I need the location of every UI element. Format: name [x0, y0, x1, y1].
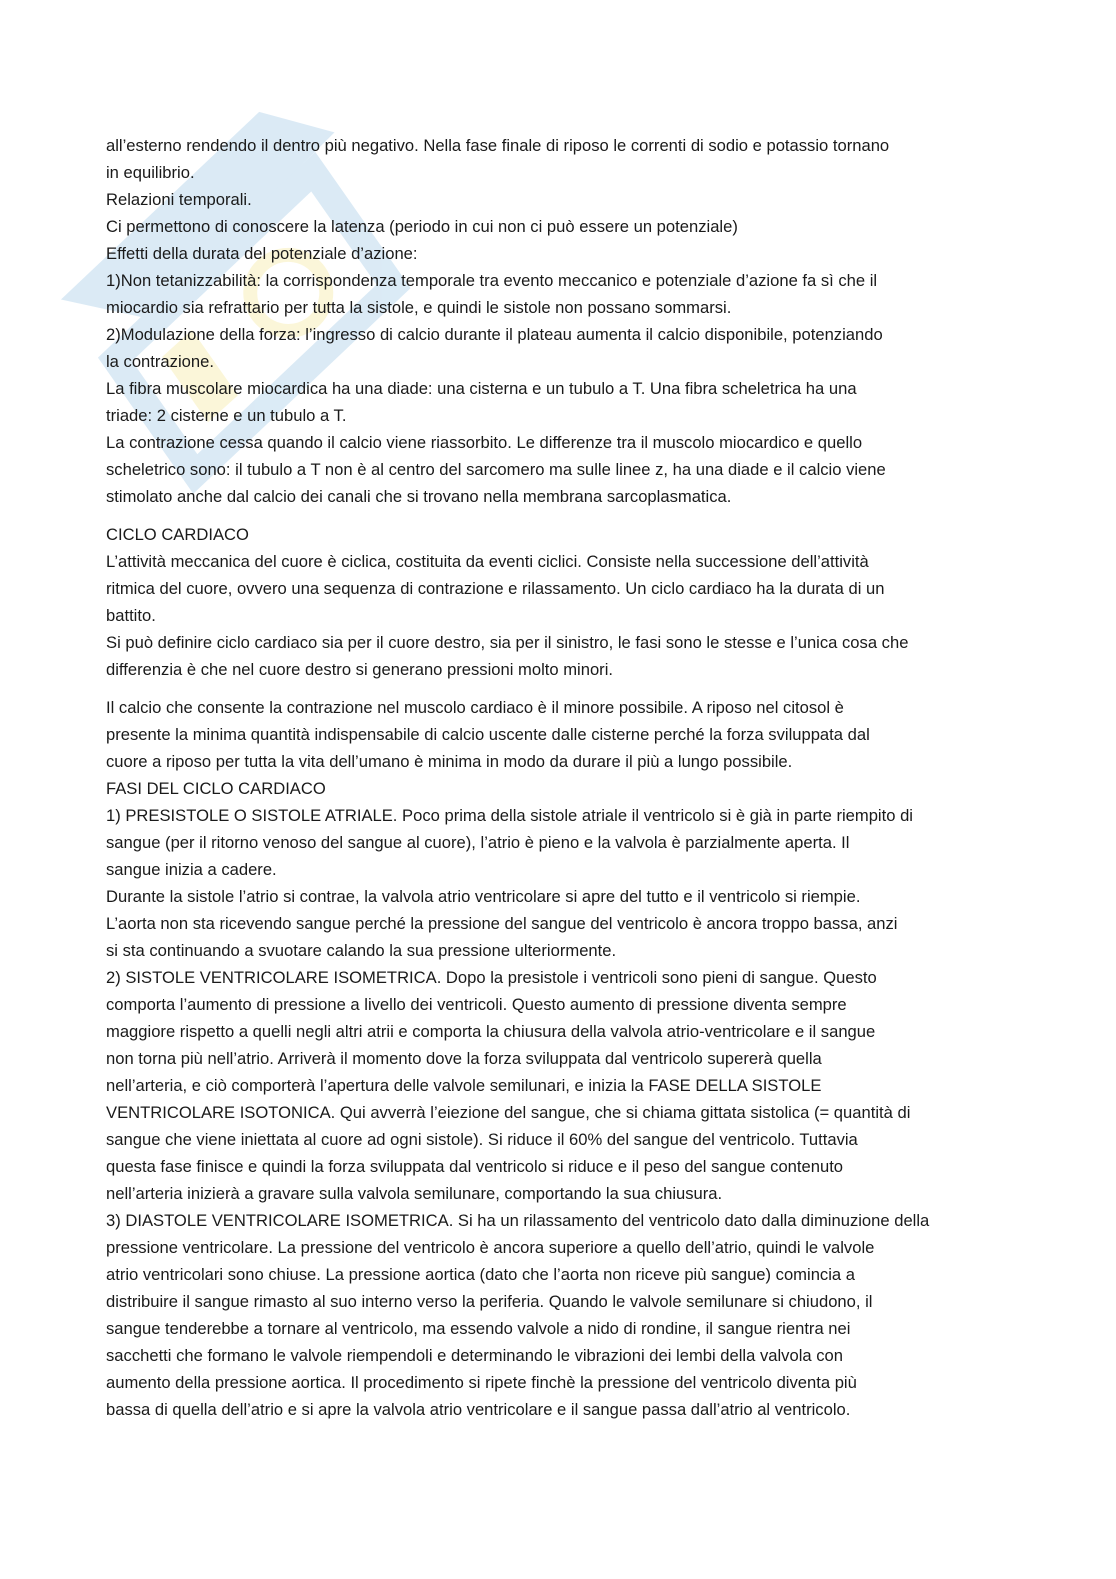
- text-line: Si può definire ciclo cardiaco sia per il cuore destro, sia per il sinistro, le fasi sono le stesse e l’unica cosa che: [106, 633, 909, 652]
- text-line: triade: 2 cisterne e un tubulo a T.: [106, 406, 347, 425]
- text-line: 1) PRESISTOLE O SISTOLE ATRIALE. Poco prima della sistole atriale il ventricolo si è già in parte riempito di: [106, 806, 913, 825]
- text-line: L’aorta non sta ricevendo sangue perché la pressione del sangue del ventricolo è ancora troppo bassa, anzi: [106, 914, 898, 933]
- text-line: battito.: [106, 606, 156, 625]
- text-line: 3) DIASTOLE VENTRICOLARE ISOMETRICA. Si ha un rilassamento del ventricolo dato dalla diminuzione della: [106, 1211, 930, 1230]
- text-line: in equilibrio.: [106, 163, 195, 182]
- text-line: 1)Non tetanizzabilità: la corrispondenza temporale tra evento meccanico e potenziale d’azione fa sì che il: [106, 271, 878, 290]
- text-line: si sta continuando a svuotare calando la sua pressione ulteriormente.: [106, 941, 617, 960]
- text-line: all’esterno rendendo il dentro più negativo. Nella fase finale di riposo le correnti di sodio e potassio tornano: [106, 136, 890, 155]
- paragraph-gap: [106, 683, 1006, 694]
- text-line: sangue inizia a cadere.: [106, 860, 277, 879]
- text-line: comporta l’aumento di pressione a livello dei ventricoli. Questo aumento di pressione diventa sempre: [106, 995, 847, 1014]
- text-line: scheletrico sono: il tubulo a T non è al centro del sarcomero ma sulle linee z, ha una diade e il calcio viene: [106, 460, 886, 479]
- text-line: miocardio sia refrattario per tutta la sistole, e quindi le sistole non possano sommarsi.: [106, 298, 732, 317]
- text-line: 2) SISTOLE VENTRICOLARE ISOMETRICA. Dopo la presistole i ventricoli sono pieni di sangue. Questo: [106, 968, 877, 987]
- paragraph-gap: [106, 510, 1006, 521]
- text-line: questa fase finisce e quindi la forza sviluppata dal ventricolo si riduce e il peso del sangue contenuto: [106, 1157, 844, 1176]
- text-line: stimolato anche dal calcio dei canali che si trovano nella membrana sarcoplasmatica.: [106, 487, 732, 506]
- section-heading-ciclo-cardiaco: CICLO CARDIACO: [106, 525, 249, 544]
- text-line: cuore a riposo per tutta la vita dell’umano è minima in modo da durare il più a lungo possibile.: [106, 752, 793, 771]
- text-line: La contrazione cessa quando il calcio viene riassorbito. Le differenze tra il muscolo miocardico e quello: [106, 433, 863, 452]
- text-line: distribuire il sangue rimasto al suo interno verso la periferia. Quando le valvole semilunare si chiudono, il: [106, 1292, 873, 1311]
- text-line: non torna più nell’atrio. Arriverà il momento dove la forza sviluppata dal ventricolo supererà quella: [106, 1049, 822, 1068]
- text-line: bassa di quella dell’atrio e si apre la valvola atrio ventricolare e il sangue passa dall’atrio al ventricolo.: [106, 1400, 851, 1419]
- text-line: La fibra muscolare miocardica ha una diade: una cisterna e un tubulo a T. Una fibra scheletrica ha una: [106, 379, 857, 398]
- text-line: nell’arteria, e ciò comporterà l’apertura delle valvole semilunari, e inizia la FASE DELLA SISTOLE: [106, 1076, 822, 1095]
- text-line: la contrazione.: [106, 352, 214, 371]
- text-line: sangue che viene iniettata al cuore ad ogni sistole). Si riduce il 60% del sangue del ventricolo. Tuttavia: [106, 1130, 858, 1149]
- text-line: L’attività meccanica del cuore è ciclica, costituita da eventi ciclici. Consiste nella successione dell’attività: [106, 552, 869, 571]
- text-line: sangue (per il ritorno venoso del sangue al cuore), l’atrio è pieno e la valvola è parzialmente aperta. Il: [106, 833, 850, 852]
- text-line: aumento della pressione aortica. Il procedimento si ripete finchè la pressione del ventricolo diventa più: [106, 1373, 857, 1392]
- text-line: sacchetti che formano le valvole riempendoli e determinando le vibrazioni dei lembi della valvola con: [106, 1346, 843, 1365]
- text-line: Il calcio che consente la contrazione nel muscolo cardiaco è il minore possibile. A riposo nel citosol è: [106, 698, 844, 717]
- text-line: Ci permettono di conoscere la latenza (periodo in cui non ci può essere un potenziale): [106, 217, 738, 236]
- text-line: Durante la sistole l’atrio si contrae, la valvola atrio ventricolare si apre del tutto e il ventricolo si riempie.: [106, 887, 861, 906]
- text-line: ritmica del cuore, ovvero una sequenza di contrazione e rilassamento. Un ciclo cardiaco ha la durata di un: [106, 579, 885, 598]
- text-line: differenzia è che nel cuore destro si generano pressioni molto minori.: [106, 660, 614, 679]
- text-line: maggiore rispetto a quelli negli altri atrii e comporta la chiusura della valvola atrio-ventricolare e il sangue: [106, 1022, 876, 1041]
- text-line: pressione ventricolare. La pressione del ventricolo è ancora superiore a quello dell’atrio, quindi le valvole: [106, 1238, 875, 1257]
- section-heading-fasi: FASI DEL CICLO CARDIACO: [106, 779, 326, 798]
- text-line: Effetti della durata del potenziale d’azione:: [106, 244, 418, 263]
- text-line: 2)Modulazione della forza: l’ingresso di calcio durante il plateau aumenta il calcio disponibile, potenziando: [106, 325, 883, 344]
- text-line: atrio ventricolari sono chiuse. La pressione aortica (dato che l’aorta non riceve più sangue) comincia a: [106, 1265, 855, 1284]
- text-line: VENTRICOLARE ISOTONICA. Qui avverrà l’eiezione del sangue, che si chiama gittata sistolica (= quantità di: [106, 1103, 911, 1122]
- text-line: presente la minima quantità indispensabile di calcio uscente dalle cisterne perché la forza sviluppata dal: [106, 725, 870, 744]
- text-line: nell’arteria inizierà a gravare sulla valvola semilunare, comportando la sua chiusura.: [106, 1184, 723, 1203]
- text-line: sangue tenderebbe a tornare al ventricolo, ma essendo valvole a nido di rondine, il sangue rientra nei: [106, 1319, 851, 1338]
- text-line: Relazioni temporali.: [106, 190, 252, 209]
- document-page: [106, 132, 1006, 1423]
